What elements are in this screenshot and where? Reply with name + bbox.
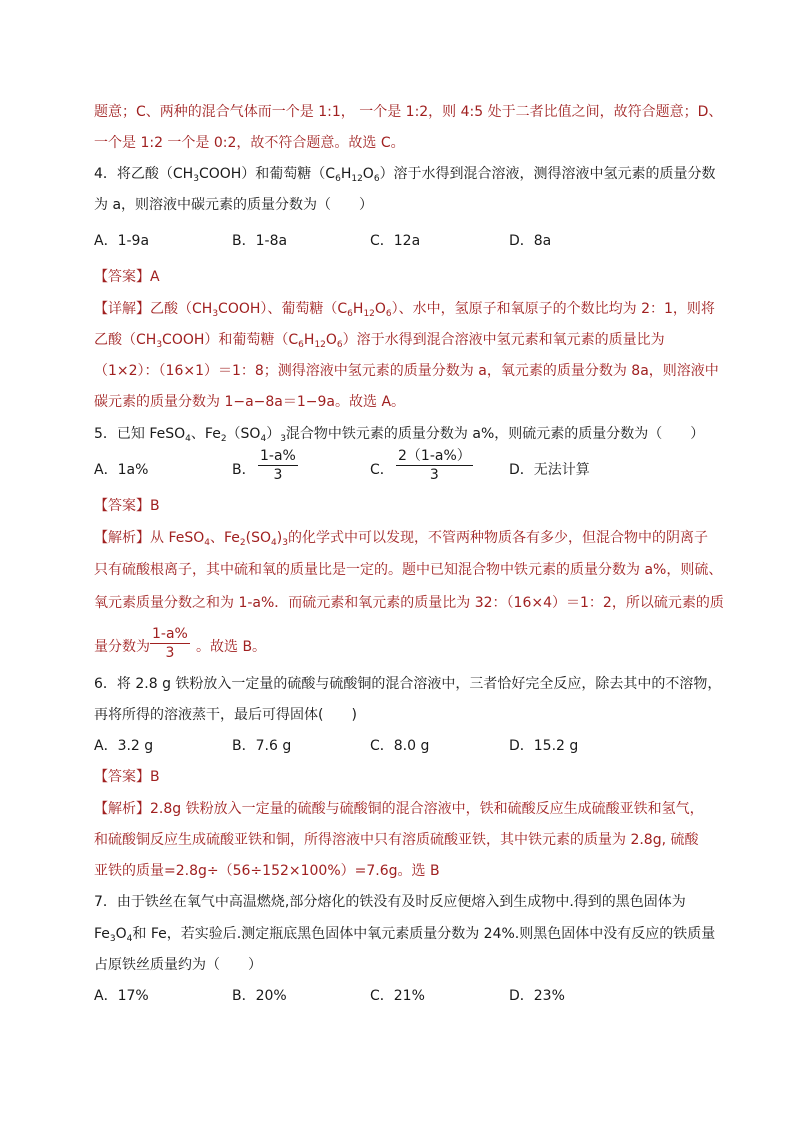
q5-option-b-denominator: 3 [273,467,283,483]
q5-analysis-line-4-prefix: 量分数为 [94,639,150,655]
q7-option-d: D．23% [509,988,565,1004]
prev-explanation-line-2: 一个是 1:2 一个是 0:2，故不符合题意。故选 C。 [94,135,405,151]
q5-analysis-line-3: 氧元素质量分数之和为 1-a%．而硫元素和氧元素的质量比为 32：（16×4）＝1：2，所以硫元素的质 [94,595,724,611]
q4-option-a: A．1-9a [94,233,150,249]
q6-stem-line-2: 再将所得的溶液蒸干，最后可得固体( ) [94,707,357,723]
q6-analysis-line-3: 亚铁的质量=2.8g÷（56÷152×100%）=7.6g。选 B [94,863,440,879]
q5-analysis-denominator: 3 [165,645,175,661]
q6-answer: 【答案】B [94,769,160,785]
fraction-bar [258,465,298,466]
q5-answer: 【答案】B [94,498,160,514]
q5-option-c-fraction [396,448,473,483]
q6-analysis-line-1: 【解析】2.8g 铁粉放入一定量的硫酸与硫酸铜的混合溶液中，铁和硫酸反应生成硫酸亚铁和氢气， [94,801,704,817]
q5-analysis-line-4-suffix: 。故选 B。 [196,639,267,655]
q7-option-b: B．20% [232,988,287,1004]
q7-option-c: C．21% [370,988,425,1004]
q4-option-c: C．12a [370,233,421,249]
q6-analysis-line-2: 和硫酸铜反应生成硫酸亚铁和铜，所得溶液中只有溶质硫酸亚铁，其中铁元素的质量为 2.8g, 硫酸 [94,832,699,848]
q7-option-a: A．17% [94,988,149,1004]
q5-analysis-line-1: 【解析】从 FeSO$_4$、$Fe_2(SO_4)_3$的化学式中可以发现，不管两种物质各有多少，但混合物中的阴离子 [94,530,708,548]
q5-stem-line-1: 5．已知 FeSO$_4$、$Fe_2(SO_4)_3$混合物中铁元素的质量分数为 a%，则硫元素的质量分数为（ ） [94,426,705,444]
q5-analysis-fraction [150,626,190,661]
q6-option-d: D．15.2 g [509,738,579,754]
q4-detail-line-1: 【详解】乙酸$(CH_3COOH)$、葡萄糖$(C_6H_{12}O_6)$、水中，氢原子和氧原子的个数比均为 2：1，则将 [94,301,715,319]
q4-stem-line-2: 为 a，则溶液中碳元素的质量分数为（ ） [94,197,374,213]
q5-option-c-label: C． [370,462,394,478]
q7-stem-line-2: $Fe_3O_4$和 Fe，若实验后.测定瓶底黑色固体中氧元素质量分数为 24%.则黑色固体中没有反应的铁质量 [94,926,716,944]
q4-option-d: D．8a [509,233,552,249]
q5-option-a: A．1a% [94,462,149,478]
q7-stem-line-3: 占原铁丝质量约为（ ） [94,957,262,973]
q4-option-b: B．1-8a [232,233,288,249]
q5-option-c-denominator: 3 [429,467,439,483]
q5-option-d: D．无法计算 [509,462,590,478]
q4-stem-line-1: 4．将乙酸$(CH_3COOH)$和葡萄糖$(C_6H_{12}O_6)$溶于水得到混合溶液，测得溶液中氢元素的质量分数 [94,166,716,184]
fraction-bar [396,465,473,466]
q4-answer: 【答案】A [94,269,160,285]
q6-stem-line-1: 6．将 2.8 g 铁粉放入一定量的硫酸与硫酸铜的混合溶液中，三者恰好完全反应，除去其中的不溶物， [94,676,722,692]
q5-analysis-line-2: 只有硫酸根离子，其中硫和氧的质量比是一定的。题中已知混合物中铁元素的质量分数为 a%，则硫、 [94,562,723,578]
q5-option-c-numerator: 2（1-a%） [398,448,471,464]
q4-detail-line-2: 乙酸$(CH_3COOH)$和葡萄糖$(C_6H_{12}O_6)$溶于水得到混合溶液中氢元素和氧元素的质量比为 [94,332,665,350]
q4-detail-line-4: 碳元素的质量分数为 1−a−8a＝1−9a。故选 A。 [94,394,406,410]
prev-explanation-line-1: 题意；C、两种的混合气体而一个是 1:1， 一个是 1:2，则 4:5 处于二者比值之间，故符合题意；D、 [94,104,723,120]
q5-option-b-numerator: 1-a% [260,448,296,464]
fraction-bar [150,643,190,644]
q5-option-b-label: B． [232,462,256,478]
q7-stem-line-1: 7．由于铁丝在氧气中高温燃烧,部分熔化的铁没有及时反应便熔入到生成物中.得到的黑色固体为 [94,894,686,910]
q4-detail-line-3: （1×2）：（16×1）＝1：8；测得溶液中氢元素的质量分数为 a，氧元素的质量分数为 8a，则溶液中 [94,363,719,379]
q6-option-c: C．8.0 g [370,738,430,754]
q6-option-b: B．7.6 g [232,738,292,754]
q5-analysis-numerator: 1-a% [152,626,188,642]
q6-option-a: A．3.2 g [94,738,154,754]
q5-option-b-fraction [258,448,298,483]
